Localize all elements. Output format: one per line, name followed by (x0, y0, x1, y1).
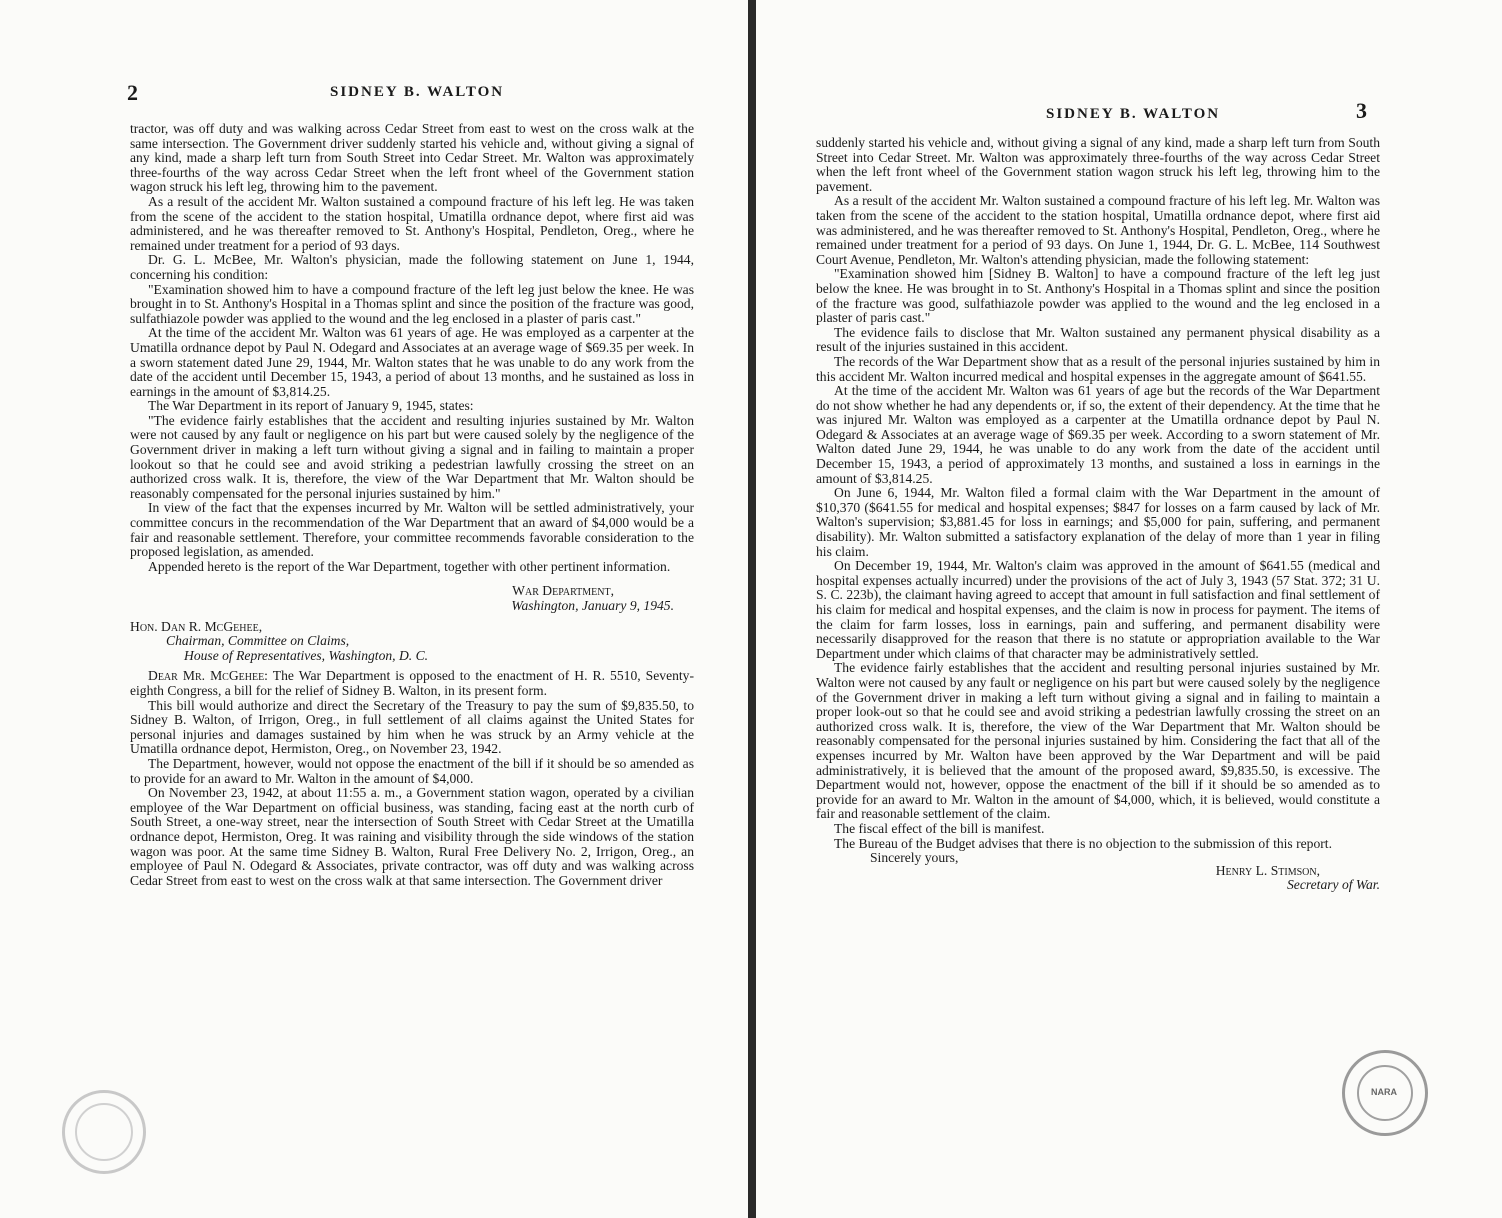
left-page (0, 0, 748, 1218)
quote: "Examination showed him to have a compound fracture of the left leg just below the knee. He was brought in to St. Anthony's Hospital in a Thomas splint and since the position of the fracture was good, sulfathiazole powder was applied to the wound and the leg enclosed in a plaster of paris cast." (130, 281, 694, 326)
addressee-org: House of Representatives, Washington, D. C. (184, 647, 429, 663)
salutation: Dear Mr. McGehee: (148, 668, 268, 684)
paragraph: suddenly started his vehicle and, without giving a signal of any kind, made a sharp left turn from South Street into Cedar Street. Mr. Walton was approximately three-fourths of the way across Cedar Street when the left front wheel of the Government station wagon struck his left leg, throwing him to the pavement. (816, 135, 1380, 194)
paragraph: At the time of the accident Mr. Walton was 61 years of age but the records of the War Department do not show whether he had any dependents or, if so, the extent of their dependency. At the time that he was injured Mr. Walton was employed as a carpenter at the Umatilla ordnance depot by Paul N. Odegard & Associates at an average wage of $69.35 per week. According to a sworn statement of Mr. Walton dated June 29, 1944, he was unable to do any work from the date of the accident until December 15, 1943, a period of approximately 13 months, and sustained a loss in earnings in the amount of $3,814.25. (816, 383, 1380, 486)
addressee-title: Chairman, Committee on Claims, (166, 633, 350, 649)
paragraph: tractor, was off duty and was walking across Cedar Street from east to west on the cross walk at the same intersection. The Government driver suddenly started his vehicle and, without giving a signal of any kind, made a sharp left turn from South Street into Cedar Street. Mr. Walton was approximately three-fourths of the way across Cedar Street when the left front wheel of the Government station wagon struck his left leg, throwing him to the pavement. (130, 121, 694, 195)
letter-paragraph: The War Department is opposed to the enactment of H. R. 5510, Seventy-eighth Congress, a bill for the relief of Sidney B. Walton, in its present form. (130, 668, 695, 698)
running-head: SIDNEY B. WALTON (330, 84, 505, 100)
quote: "Examination showed him [Sidney B. Walton] to have a compound fracture of the left leg just below the knee. He was brought in to St. Anthony's Hospital in a Thomas splint and since the position of the fracture was good, sulfathiazole powder was applied to the wound and the leg enclosed in a plaster of paris cast." (816, 266, 1380, 326)
paragraph: The evidence fairly establishes that the accident and resulting personal injuries sustained by Mr. Walton were not caused by any fault or negligence on his part but were caused solely by the negligence of the Government driver in making a left turn without giving a signal and in failing to maintain a proper look-out so that he could see and avoid striking a pedestrian lawfully crossing the street on an authorized cross walk. It is, therefore, the view of the War Department that Mr. Walton should be reasonably compensated for the personal injuries sustained by him. Considering the fact that all of the expenses incurred by Mr. Walton have been approved by the War Department and will be paid administratively, it is believed that the amount of the proposed award, $9,835.50, is excessive. The Department would not, however, oppose the enactment of the bill if it should be so amended as to provide for an award to Mr. Walton in the amount of $4,000, which, it is believed, would constitute a fair and reasonable settlement of the claim. (816, 660, 1380, 822)
page-number: 3 (1356, 98, 1367, 123)
quote: "The evidence fairly establishes that the accident and resulting injuries sustained by Mr. Walton were not caused by any fault or negligence on his part but were caused solely by the negligence of the Government driver in making a left turn without giving a signal and in failing to maintain a proper lookout so that he could see and avoid striking a pedestrian lawfully crossing the street on an authorized cross walk. It is, therefore, the view of the War Department that Mr. Walton should be reasonably compensated for the personal injuries sustained by him." (130, 412, 694, 501)
truman-library-stamp (1342, 1050, 1428, 1136)
paragraph: The records of the War Department show that as a result of the personal injuries sustained by him in this accident Mr. Walton incurred medical and hospital expenses in the aggregate amount of $641.55. (816, 353, 1380, 384)
letter-paragraph: On November 23, 1942, at about 11:55 a. m., a Government station wagon, operated by a civilian employee of the War Department on official business, was standing, facing east at the north curb of South Street, a one-way street, near the intersection of South Street with Cedar Street at the Umatilla ordnance depot, Hermiston, Oreg. It was raining and visibility through the side windows of the station wagon was poor. At the same time Sidney B. Walton, Rural Free Delivery No. 2, Irrigon, Oreg., an employee of Paul N. Odegard & Associates, private contractor, was off duty and was walking across Cedar Street from east to west on the cross walk at that same intersection. The Government driver (130, 785, 694, 888)
letter-paragraph: This bill would authorize and direct the Secretary of the Treasury to pay the sum of $9,835.50, to Sidney B. Walton, of Irrigon, Oreg., in full settlement of all claims against the United States for personal injuries and damages sustained by him when he was struck by an Army vehicle at the Umatilla ordnance depot, Hermiston, Oreg., on November 23, 1942. (130, 697, 694, 757)
paragraph: The War Department in its report of January 9, 1945, states: (148, 398, 474, 414)
letter-paragraph: The Department, however, would not oppose the enactment of the bill if it should be so amended as to provide for an award to Mr. Walton in the amount of $4,000. (130, 755, 694, 786)
paragraph: The evidence fails to disclose that Mr. Walton sustained any permanent physical disability as a result of the injuries sustained in this accident. (816, 324, 1380, 355)
closing: Sincerely yours, (870, 850, 959, 866)
paragraph: As a result of the accident Mr. Walton sustained a compound fracture of his left leg. Mr. Walton was taken from the scene of the accident to the station hospital, Umatilla ordnance depot, where first aid was administered, and he was thereafter removed to St. Anthony's Hospital, Pendleton, Oreg., where he remained under treatment for a period of 93 days. On June 1, 1944, Dr. G. L. McBee, 114 Southwest Court Avenue, Pendleton, Mr. Walton's attending physician, made the following statement: (816, 193, 1380, 267)
stamp-label: NARA (1371, 1087, 1397, 1097)
addressee-name: Hon. Dan R. McGehee, (130, 618, 263, 634)
paragraph: At the time of the accident Mr. Walton was 61 years of age. He was employed as a carpenter at the Umatilla ordnance depot by Paul N. Odegard and Associates at an average wage of $69.35 per week. In a sworn statement dated June 29, 1944, Mr. Walton states that he was unable to do any work from the date of the accident until December 15, 1943, a period of about 13 months, and he sustained as loss in earnings in the amount of $3,814.25. (130, 325, 694, 399)
letterhead-date: Washington, January 9, 1945. (511, 598, 674, 613)
addressee-block (130, 620, 694, 664)
signer-name: Henry L. Stimson, (1215, 862, 1320, 878)
paragraph: On December 19, 1944, Mr. Walton's claim was approved in the amount of $641.55 (medical and hospital expenses actually incurred) under the provisions of the act of July 3, 1943 (57 Stat. 372; 31 U. S. C. 223b), the claimant having agreed to accept that amount in full satisfaction and final settlement of his claim for medical and hospital expenses, and the claim is now in process for payment. The items of the claim for farm losses, loss in earnings, pain and suffering, and permanent disability were necessarily disapproved for the reason that there is no statute or appropriation available to the War Department under which claims of that character may be administratively settled. (816, 558, 1380, 661)
archive-stamp (62, 1090, 146, 1174)
running-head: SIDNEY B. WALTON (1046, 106, 1221, 122)
paragraph: Dr. G. L. McBee, Mr. Walton's physician, made the following statement on June 1, 1944, concerning his condition: (130, 252, 694, 282)
page-number: 2 (127, 80, 138, 105)
paragraph: As a result of the accident Mr. Walton sustained a compound fracture of his left leg. He was taken from the scene of the accident to the station hospital, Umatilla ordnance depot, where first aid was administered, and he was thereafter removed to St. Anthony's Hospital, Pendleton, Oreg., where he remained under treatment for a period of 93 days. (130, 193, 694, 253)
signer-title: Secretary of War. (1286, 877, 1380, 893)
paragraph: Appended hereto is the report of the War Department, together with other pertinent information. (148, 558, 671, 574)
left-body-text (130, 122, 694, 888)
book-gutter (748, 0, 756, 1218)
paragraph: The fiscal effect of the bill is manifest. (834, 820, 1045, 836)
right-body-text (816, 136, 1380, 893)
paragraph: On June 6, 1944, Mr. Walton filed a formal claim with the War Department in the amount of $10,370 ($641.55 for medical and hospital expenses; $847 for losses on a farm caused by lack of Mr. Walton's supervision; $3,881.45 for loss in earnings; and $5,000 for pain, suffering, and permanent disability). Mr. Walton submitted a satisfactory explanation of the delay of more than 1 year in filing his claim. (816, 485, 1380, 559)
right-page (756, 0, 1502, 1218)
paragraph: The Bureau of the Budget advises that there is no objection to the submission of this report. (834, 835, 1332, 851)
paragraph: In view of the fact that the expenses incurred by Mr. Walton will be settled administratively, your committee concurs in the recommendation of the War Department that an award of $4,000 would be a fair and reasonable settlement. Therefore, your committee recommends favorable consideration to the proposed legislation, as amended. (130, 500, 694, 560)
letterhead-org: War Department, (512, 583, 614, 599)
